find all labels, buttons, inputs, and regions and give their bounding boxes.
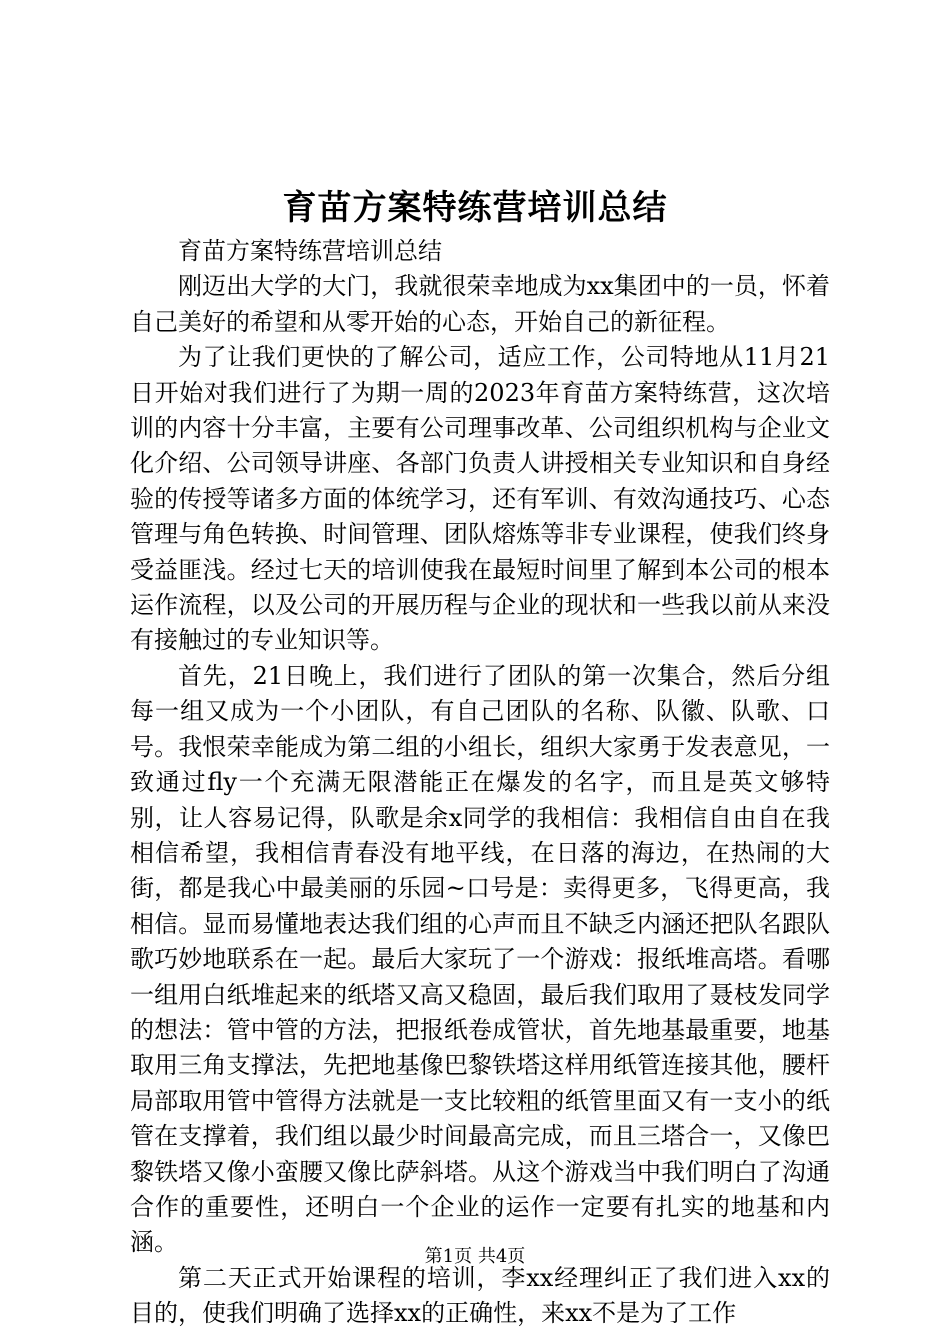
paragraph-intro: 刚迈出大学的大门，我就很荣幸地成为xx集团中的一员，怀着自己美好的希望和从零开始的心态，开始自己的新征程。 (130, 272, 830, 336)
paragraph-team-building: 首先，21日晚上，我们进行了团队的第一次集合，然后分组每一组又成为一个小团队，有自己团队的名称、队徽、队歌、口号。我恨荣幸能成为第二组的小组长，组织大家勇于发表意见，一致通过fly一个充满无限潜能正在爆发的名字，而且是英文够特别，让人容易记得，队歌是余x同学的我相信：我相信自由自在我相信希望，我相信青春没有地平线，在日落的海边，在热闹的大街，都是我心中最美丽的乐园~口号是：卖得更多，飞得更高，我相信。显而易懂地表达我们组的心声而且不缺乏内涵还把队名跟队歌巧妙地联系在一起。最后大家玩了一个游戏：报纸堆高塔。看哪一组用白纸堆起来的纸塔又高又稳固，最后我们取用了聂枝发同学的想法：管中管的方法，把报纸卷成管状，首先地基最重要，地基取用三角支撑法，先把地基像巴黎铁塔这样用纸管连接其他，腰杆局部取用管中管得方法就是一支比较粗的纸管里面又有一支小的纸管在支撑着，我们组以最少时间最高完成，而且三塔合一，又像巴黎铁塔又像小蛮腰又像比萨斜塔。从这个游戏当中我们明白了沟通合作的重要性，还明白一个企业的运作一定要有扎实的地基和内涵。 (130, 661, 830, 1257)
document-body (130, 234, 830, 1332)
paragraph-training-overview: 为了让我们更快的了解公司，适应工作，公司特地从11月21日开始对我们进行了为期一周的2023年育苗方案特练营，这次培训的内容十分丰富，主要有公司理事改革、公司组织机构与企业文化介绍、公司领导讲座、各部门负责人讲授相关专业知识和自身经验的传授等诸多方面的体统学习，还有军训、有效沟通技巧、心态管理与角色转换、时间管理、团队熔炼等非专业课程，使我们终身受益匪浅。经过七天的培训使我在最短时间里了解到本公司的根本运作流程，以及公司的开展历程与企业的现状和一些我以前从来没有接触过的专业知识等。 (130, 343, 830, 655)
document-title: 育苗方案特练营培训总结 (282, 188, 668, 228)
paragraph-second-day: 第二天正式开始课程的培训，李xx经理纠正了我们进入xx的目的，使我们明确了选择xx的正确性，来xx不是为了工作 (130, 1263, 830, 1328)
paragraph-subtitle: 育苗方案特练营培训总结 (178, 237, 442, 265)
page-number-footer: 第1页 共4页 (424, 1246, 526, 1267)
